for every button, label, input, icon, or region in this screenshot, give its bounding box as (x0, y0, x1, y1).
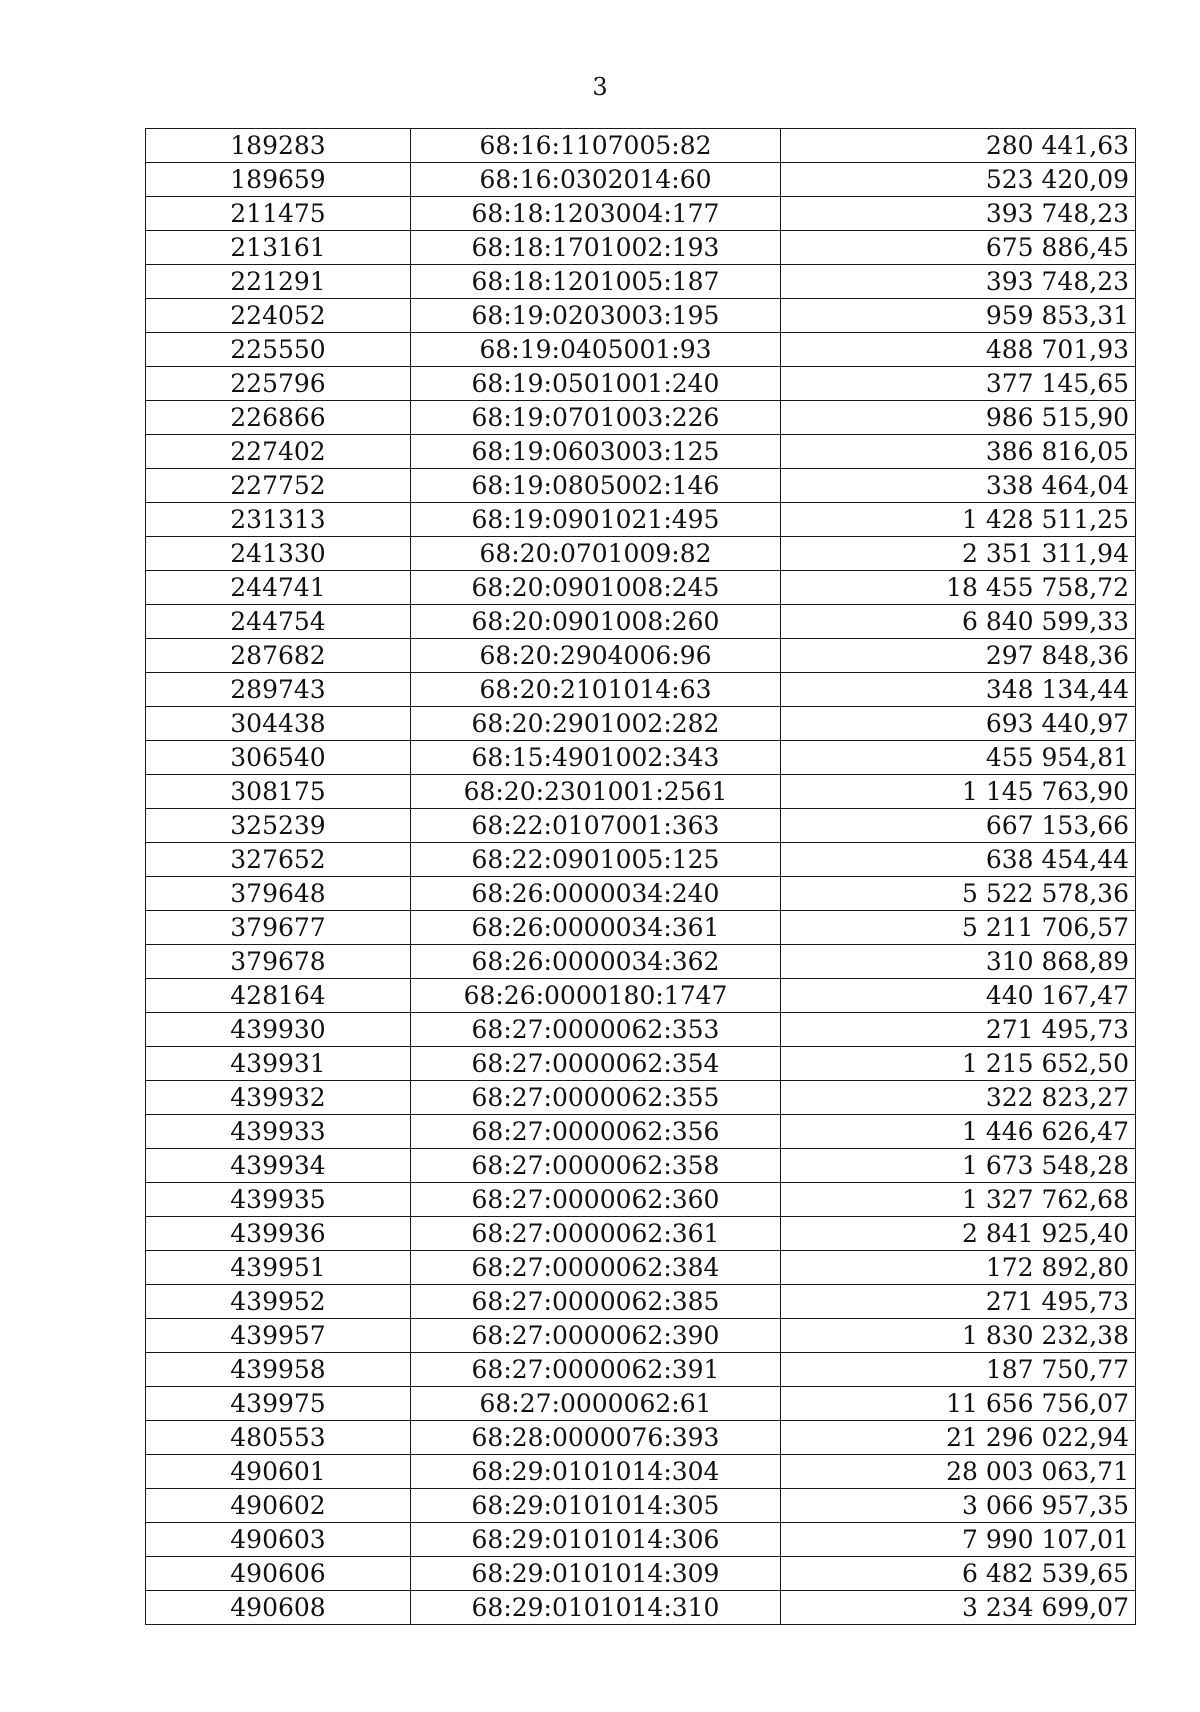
table-row (146, 1285, 1136, 1319)
table-row (146, 1557, 1136, 1591)
cadastral-value-cell: 5 211 706,57 (781, 911, 1136, 945)
object-id-cell: 224052 (146, 299, 411, 333)
cadastral-value-cell: 1 215 652,50 (781, 1047, 1136, 1081)
cadastral-number-cell: 68:20:0701009:82 (411, 537, 781, 571)
table-row (146, 163, 1136, 197)
object-id-cell: 490603 (146, 1523, 411, 1557)
cadastral-number-cell: 68:29:0101014:304 (411, 1455, 781, 1489)
object-id-cell: 439975 (146, 1387, 411, 1421)
object-id-cell: 439957 (146, 1319, 411, 1353)
table-row (146, 197, 1136, 231)
table-row (146, 1047, 1136, 1081)
cadastral-value-cell: 21 296 022,94 (781, 1421, 1136, 1455)
table-row (146, 129, 1136, 163)
cadastral-value-cell: 455 954,81 (781, 741, 1136, 775)
table-row (146, 265, 1136, 299)
cadastral-value-cell: 1 446 626,47 (781, 1115, 1136, 1149)
cadastral-number-cell: 68:19:0901021:495 (411, 503, 781, 537)
cadastral-number-cell: 68:27:0000062:355 (411, 1081, 781, 1115)
table-body (146, 129, 1136, 1625)
cadastral-value-cell: 1 673 548,28 (781, 1149, 1136, 1183)
cadastral-value-cell: 2 351 311,94 (781, 537, 1136, 571)
object-id-cell: 439951 (146, 1251, 411, 1285)
cadastral-value-cell: 338 464,04 (781, 469, 1136, 503)
cadastral-number-cell: 68:20:0901008:260 (411, 605, 781, 639)
cadastral-number-cell: 68:27:0000062:358 (411, 1149, 781, 1183)
cadastral-value-cell: 986 515,90 (781, 401, 1136, 435)
cadastral-value-cell: 5 522 578,36 (781, 877, 1136, 911)
cadastral-number-cell: 68:20:2901002:282 (411, 707, 781, 741)
table-row (146, 1013, 1136, 1047)
object-id-cell: 308175 (146, 775, 411, 809)
cadastral-number-cell: 68:27:0000062:353 (411, 1013, 781, 1047)
table-row (146, 979, 1136, 1013)
table-row (146, 333, 1136, 367)
cadastral-number-cell: 68:26:0000034:240 (411, 877, 781, 911)
table-row (146, 1217, 1136, 1251)
object-id-cell: 439932 (146, 1081, 411, 1115)
object-id-cell: 325239 (146, 809, 411, 843)
object-id-cell: 304438 (146, 707, 411, 741)
cadastral-value-cell: 1 830 232,38 (781, 1319, 1136, 1353)
object-id-cell: 379648 (146, 877, 411, 911)
object-id-cell: 231313 (146, 503, 411, 537)
cadastral-value-cell: 310 868,89 (781, 945, 1136, 979)
table-row (146, 1523, 1136, 1557)
object-id-cell: 439952 (146, 1285, 411, 1319)
table-row (146, 843, 1136, 877)
table-row (146, 707, 1136, 741)
cadastral-value-cell: 11 656 756,07 (781, 1387, 1136, 1421)
cadastral-value-cell: 6 840 599,33 (781, 605, 1136, 639)
object-id-cell: 213161 (146, 231, 411, 265)
object-id-cell: 189283 (146, 129, 411, 163)
page-number: 3 (592, 73, 608, 101)
cadastral-number-cell: 68:20:0901008:245 (411, 571, 781, 605)
object-id-cell: 244754 (146, 605, 411, 639)
cadastral-value-cell: 271 495,73 (781, 1285, 1136, 1319)
cadastral-number-cell: 68:19:0203003:195 (411, 299, 781, 333)
table-row (146, 503, 1136, 537)
cadastral-number-cell: 68:18:1701002:193 (411, 231, 781, 265)
cadastral-value-cell: 3 066 957,35 (781, 1489, 1136, 1523)
cadastral-value-cell: 1 428 511,25 (781, 503, 1136, 537)
cadastral-number-cell: 68:27:0000062:360 (411, 1183, 781, 1217)
table-row (146, 775, 1136, 809)
object-id-cell: 439930 (146, 1013, 411, 1047)
cadastral-value-cell: 7 990 107,01 (781, 1523, 1136, 1557)
cadastral-number-cell: 68:27:0000062:385 (411, 1285, 781, 1319)
table-row (146, 435, 1136, 469)
cadastral-value-cell: 959 853,31 (781, 299, 1136, 333)
cadastral-number-cell: 68:18:1203004:177 (411, 197, 781, 231)
table-row (146, 367, 1136, 401)
cadastral-value-cell: 3 234 699,07 (781, 1591, 1136, 1625)
table-row (146, 673, 1136, 707)
cadastral-number-cell: 68:20:2904006:96 (411, 639, 781, 673)
table-row (146, 537, 1136, 571)
cadastral-value-cell: 271 495,73 (781, 1013, 1136, 1047)
table-row (146, 1081, 1136, 1115)
object-id-cell: 490602 (146, 1489, 411, 1523)
table-row (146, 1591, 1136, 1625)
cadastral-number-cell: 68:22:0901005:125 (411, 843, 781, 877)
cadastral-value-cell: 2 841 925,40 (781, 1217, 1136, 1251)
object-id-cell: 439936 (146, 1217, 411, 1251)
cadastral-value-cell: 386 816,05 (781, 435, 1136, 469)
object-id-cell: 244741 (146, 571, 411, 605)
table-row (146, 231, 1136, 265)
cadastral-number-cell: 68:19:0405001:93 (411, 333, 781, 367)
cadastral-number-cell: 68:27:0000062:61 (411, 1387, 781, 1421)
cadastral-value-cell: 187 750,77 (781, 1353, 1136, 1387)
cadastral-value-cell: 28 003 063,71 (781, 1455, 1136, 1489)
cadastral-value-cell: 348 134,44 (781, 673, 1136, 707)
object-id-cell: 225796 (146, 367, 411, 401)
cadastral-number-cell: 68:20:2301001:2561 (411, 775, 781, 809)
cadastral-value-cell: 488 701,93 (781, 333, 1136, 367)
object-id-cell: 211475 (146, 197, 411, 231)
object-id-cell: 306540 (146, 741, 411, 775)
cadastral-number-cell: 68:27:0000062:354 (411, 1047, 781, 1081)
cadastral-value-table (145, 128, 1136, 1625)
table-row (146, 1149, 1136, 1183)
cadastral-number-cell: 68:29:0101014:306 (411, 1523, 781, 1557)
table-row (146, 1183, 1136, 1217)
cadastral-number-cell: 68:26:0000180:1747 (411, 979, 781, 1013)
cadastral-number-cell: 68:28:0000076:393 (411, 1421, 781, 1455)
object-id-cell: 439958 (146, 1353, 411, 1387)
table-row (146, 605, 1136, 639)
object-id-cell: 221291 (146, 265, 411, 299)
table-row (146, 299, 1136, 333)
table-row (146, 1115, 1136, 1149)
object-id-cell: 227752 (146, 469, 411, 503)
table-row (146, 401, 1136, 435)
cadastral-value-cell: 377 145,65 (781, 367, 1136, 401)
object-id-cell: 490606 (146, 1557, 411, 1591)
cadastral-number-cell: 68:16:1107005:82 (411, 129, 781, 163)
object-id-cell: 225550 (146, 333, 411, 367)
cadastral-number-cell: 68:29:0101014:309 (411, 1557, 781, 1591)
cadastral-number-cell: 68:26:0000034:361 (411, 911, 781, 945)
table-row (146, 1421, 1136, 1455)
object-id-cell: 490608 (146, 1591, 411, 1625)
cadastral-value-cell: 297 848,36 (781, 639, 1136, 673)
object-id-cell: 227402 (146, 435, 411, 469)
object-id-cell: 287682 (146, 639, 411, 673)
cadastral-value-cell: 523 420,09 (781, 163, 1136, 197)
cadastral-number-cell: 68:29:0101014:310 (411, 1591, 781, 1625)
table-row (146, 639, 1136, 673)
object-id-cell: 379678 (146, 945, 411, 979)
table-row (146, 809, 1136, 843)
object-id-cell: 379677 (146, 911, 411, 945)
cadastral-number-cell: 68:22:0107001:363 (411, 809, 781, 843)
table-row (146, 1353, 1136, 1387)
object-id-cell: 189659 (146, 163, 411, 197)
cadastral-value-cell: 1 145 763,90 (781, 775, 1136, 809)
cadastral-number-cell: 68:19:0805002:146 (411, 469, 781, 503)
object-id-cell: 439934 (146, 1149, 411, 1183)
cadastral-value-cell: 1 327 762,68 (781, 1183, 1136, 1217)
cadastral-number-cell: 68:27:0000062:391 (411, 1353, 781, 1387)
table-row (146, 945, 1136, 979)
table-row (146, 571, 1136, 605)
table-row (146, 469, 1136, 503)
cadastral-value-cell: 440 167,47 (781, 979, 1136, 1013)
cadastral-number-cell: 68:27:0000062:356 (411, 1115, 781, 1149)
object-id-cell: 439935 (146, 1183, 411, 1217)
object-id-cell: 480553 (146, 1421, 411, 1455)
cadastral-number-cell: 68:27:0000062:390 (411, 1319, 781, 1353)
cadastral-value-cell: 322 823,27 (781, 1081, 1136, 1115)
object-id-cell: 289743 (146, 673, 411, 707)
cadastral-number-cell: 68:27:0000062:384 (411, 1251, 781, 1285)
cadastral-value-cell: 693 440,97 (781, 707, 1136, 741)
cadastral-number-cell: 68:19:0701003:226 (411, 401, 781, 435)
object-id-cell: 226866 (146, 401, 411, 435)
cadastral-value-cell: 675 886,45 (781, 231, 1136, 265)
cadastral-number-cell: 68:18:1201005:187 (411, 265, 781, 299)
object-id-cell: 428164 (146, 979, 411, 1013)
cadastral-number-cell: 68:29:0101014:305 (411, 1489, 781, 1523)
table-row (146, 1455, 1136, 1489)
table-row (146, 1489, 1136, 1523)
cadastral-number-cell: 68:20:2101014:63 (411, 673, 781, 707)
cadastral-number-cell: 68:27:0000062:361 (411, 1217, 781, 1251)
cadastral-value-cell: 393 748,23 (781, 197, 1136, 231)
object-id-cell: 490601 (146, 1455, 411, 1489)
cadastral-value-cell: 18 455 758,72 (781, 571, 1136, 605)
cadastral-number-cell: 68:26:0000034:362 (411, 945, 781, 979)
table-row (146, 741, 1136, 775)
cadastral-number-cell: 68:19:0501001:240 (411, 367, 781, 401)
cadastral-number-cell: 68:19:0603003:125 (411, 435, 781, 469)
table-row (146, 1387, 1136, 1421)
table-row (146, 1319, 1136, 1353)
cadastral-value-cell: 280 441,63 (781, 129, 1136, 163)
cadastral-value-cell: 6 482 539,65 (781, 1557, 1136, 1591)
cadastral-value-cell: 393 748,23 (781, 265, 1136, 299)
object-id-cell: 241330 (146, 537, 411, 571)
table-row (146, 911, 1136, 945)
table-row (146, 877, 1136, 911)
cadastral-number-cell: 68:16:0302014:60 (411, 163, 781, 197)
object-id-cell: 439933 (146, 1115, 411, 1149)
cadastral-value-cell: 638 454,44 (781, 843, 1136, 877)
cadastral-number-cell: 68:15:4901002:343 (411, 741, 781, 775)
table-row (146, 1251, 1136, 1285)
object-id-cell: 327652 (146, 843, 411, 877)
cadastral-value-cell: 667 153,66 (781, 809, 1136, 843)
object-id-cell: 439931 (146, 1047, 411, 1081)
cadastral-value-cell: 172 892,80 (781, 1251, 1136, 1285)
